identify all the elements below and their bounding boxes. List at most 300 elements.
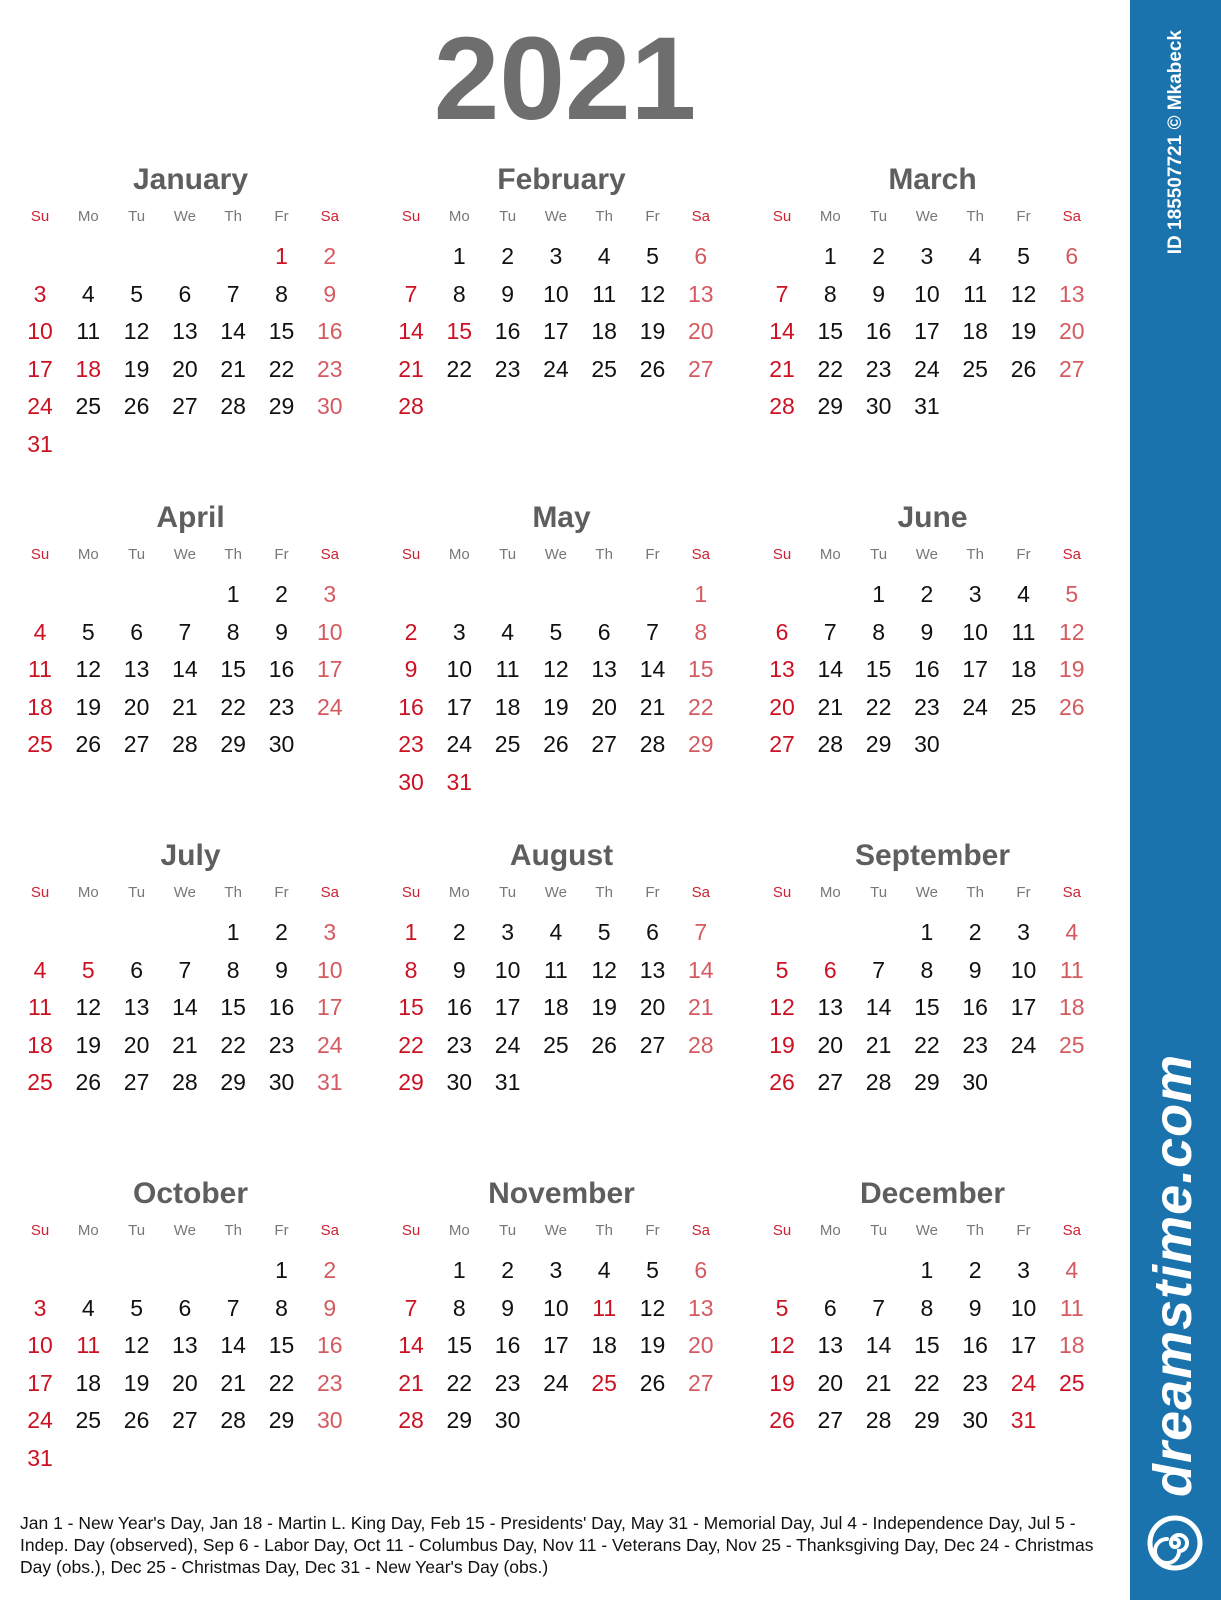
day-cell: 8 bbox=[452, 1294, 466, 1321]
day-cell: 12 bbox=[75, 994, 102, 1021]
day-cell: 24 bbox=[543, 355, 569, 382]
day-cell: 13 bbox=[688, 280, 714, 307]
weekday-label: Tu bbox=[128, 884, 146, 901]
month-name: January bbox=[132, 163, 249, 196]
day-cell: 14 bbox=[865, 1332, 892, 1359]
day-cell: 23 bbox=[914, 693, 940, 720]
day-cell: 27 bbox=[123, 1069, 150, 1096]
day-cell: 18 bbox=[494, 693, 521, 720]
day-cell: 15 bbox=[398, 994, 424, 1021]
day-cell: 10 bbox=[446, 656, 473, 683]
day-cell: 5 bbox=[130, 1294, 143, 1321]
day-cell: 29 bbox=[914, 1407, 940, 1434]
day-cell: 13 bbox=[123, 994, 150, 1021]
day-cell: 25 bbox=[27, 731, 53, 758]
day-cell: 7 bbox=[226, 280, 240, 307]
day-cell: 28 bbox=[398, 393, 424, 420]
weekday-label: Fr bbox=[1016, 546, 1031, 563]
day-cell: 11 bbox=[76, 1332, 101, 1359]
day-cell: 29 bbox=[268, 1407, 295, 1434]
day-cell: 7 bbox=[226, 1294, 240, 1321]
day-cell: 3 bbox=[323, 919, 337, 945]
day-cell: 2 bbox=[323, 243, 337, 269]
day-cell: 6 bbox=[646, 919, 659, 945]
day-cell: 20 bbox=[817, 1369, 844, 1396]
day-cell: 7 bbox=[872, 1294, 885, 1321]
day-cell: 5 bbox=[1017, 243, 1030, 269]
weekday-label: Su bbox=[30, 884, 50, 901]
weekday-label: Th bbox=[224, 546, 242, 563]
day-cell: 6 bbox=[178, 280, 192, 307]
day-cell: 3 bbox=[920, 243, 934, 269]
day-cell: 2 bbox=[452, 919, 466, 945]
weekday-label: Sa bbox=[1062, 546, 1081, 563]
day-cell: 11 bbox=[592, 1294, 617, 1321]
day-cell: 18 bbox=[27, 1031, 53, 1058]
holiday-list: Jan 1 - New Year's Day, Jan 18 - Martin L. King Day, Feb 15 - Presidents' Day, May 31 - Memorial Day, Jul 4 - Independence Day, Jul 5 - Indep. Day (observed), Sep 6 - Labor Day, Oct 11 - Columbus Day, Nov 11 - Veterans Day, Nov 25 - Thanksgiving Day, Dec 24 - Christmas Day (obs.), Dec 25 - Christmas Day, Dec 31 - New Year's Day (obs.) bbox=[20, 1513, 1094, 1577]
day-cell: 26 bbox=[1010, 355, 1037, 382]
weekday-label: We bbox=[915, 1222, 938, 1239]
day-cell: 1 bbox=[275, 1257, 288, 1283]
day-cell: 19 bbox=[543, 693, 569, 720]
day-cell: 28 bbox=[172, 731, 198, 758]
day-cell: 16 bbox=[317, 318, 343, 345]
weekday-label: Th bbox=[966, 884, 984, 901]
day-cell: 2 bbox=[501, 1257, 514, 1283]
day-cell: 4 bbox=[81, 1294, 95, 1321]
weekday-label: Sa bbox=[1062, 1222, 1081, 1239]
day-cell: 7 bbox=[872, 956, 885, 983]
day-cell: 13 bbox=[817, 994, 844, 1021]
weekday-label: Su bbox=[30, 546, 50, 563]
day-cell: 30 bbox=[494, 1407, 521, 1434]
weekday-label: Th bbox=[224, 208, 242, 225]
day-cell: 12 bbox=[75, 656, 102, 683]
weekday-label: Tu bbox=[499, 546, 517, 563]
day-cell: 26 bbox=[591, 1031, 617, 1058]
day-cell: 25 bbox=[75, 393, 102, 420]
day-cell: 12 bbox=[123, 318, 150, 345]
month-name: December bbox=[859, 1177, 1006, 1210]
day-cell: 8 bbox=[694, 618, 708, 645]
day-cell: 5 bbox=[597, 919, 611, 945]
weekday-label: Mo bbox=[77, 884, 99, 901]
day-cell: 10 bbox=[27, 318, 53, 345]
day-cell: 29 bbox=[446, 1407, 473, 1434]
day-cell: 26 bbox=[769, 1069, 795, 1096]
day-cell: 3 bbox=[33, 1294, 47, 1321]
day-cell: 5 bbox=[130, 280, 143, 307]
day-cell: 9 bbox=[872, 280, 885, 307]
day-cell: 12 bbox=[123, 1332, 150, 1359]
day-cell: 8 bbox=[404, 956, 418, 983]
image-id-text: ID 185507721 © Mkabeck bbox=[1165, 30, 1186, 255]
day-cell: 28 bbox=[865, 1069, 892, 1096]
day-cell: 8 bbox=[226, 618, 240, 645]
weekday-label: Tu bbox=[870, 546, 888, 563]
day-cell: 31 bbox=[914, 393, 940, 420]
day-cell: 17 bbox=[27, 1369, 53, 1396]
weekday-label: We bbox=[544, 546, 567, 563]
day-cell: 28 bbox=[769, 393, 795, 420]
weekday-label: Mo bbox=[819, 208, 841, 225]
day-cell: 21 bbox=[688, 994, 714, 1021]
weekday-label: Mo bbox=[77, 1222, 99, 1239]
day-cell: 21 bbox=[220, 355, 246, 382]
day-cell: 21 bbox=[398, 1369, 424, 1396]
day-cell: 20 bbox=[639, 994, 666, 1021]
day-cell: 31 bbox=[446, 769, 473, 795]
weekday-label: Tu bbox=[870, 884, 888, 901]
weekday-label: Th bbox=[595, 208, 613, 225]
day-cell: 2 bbox=[920, 581, 934, 607]
day-cell: 9 bbox=[275, 618, 288, 645]
day-cell: 11 bbox=[592, 280, 617, 307]
day-cell: 28 bbox=[172, 1069, 198, 1096]
day-cell: 2 bbox=[404, 618, 418, 645]
day-cell: 22 bbox=[268, 1369, 295, 1396]
weekday-label: We bbox=[173, 546, 196, 563]
day-cell: 10 bbox=[1010, 956, 1037, 983]
day-cell: 15 bbox=[914, 1332, 940, 1359]
day-cell: 17 bbox=[962, 656, 988, 683]
day-cell: 1 bbox=[694, 581, 708, 607]
day-cell: 22 bbox=[688, 693, 714, 720]
day-cell: 12 bbox=[1010, 280, 1037, 307]
day-cell: 30 bbox=[268, 731, 295, 758]
day-cell: 12 bbox=[639, 1294, 666, 1321]
brand-text: dreamstime.com bbox=[1143, 1053, 1203, 1497]
day-cell: 26 bbox=[1059, 693, 1085, 720]
day-cell: 22 bbox=[220, 693, 246, 720]
day-cell: 21 bbox=[817, 693, 844, 720]
day-cell: 24 bbox=[962, 693, 988, 720]
weekday-label: Mo bbox=[819, 884, 841, 901]
day-cell: 21 bbox=[865, 1031, 892, 1058]
day-cell: 16 bbox=[962, 994, 988, 1021]
day-cell: 2 bbox=[872, 243, 885, 269]
day-cell: 29 bbox=[817, 393, 844, 420]
day-cell: 13 bbox=[769, 656, 795, 683]
day-cell: 25 bbox=[75, 1407, 102, 1434]
day-cell: 1 bbox=[404, 919, 418, 945]
day-cell: 8 bbox=[226, 956, 240, 983]
day-cell: 12 bbox=[769, 1332, 795, 1359]
day-cell: 3 bbox=[549, 243, 563, 269]
day-cell: 16 bbox=[446, 994, 473, 1021]
day-cell: 22 bbox=[398, 1031, 424, 1058]
weekday-label: Mo bbox=[819, 546, 841, 563]
day-cell: 16 bbox=[317, 1332, 343, 1359]
weekday-label: Th bbox=[224, 1222, 242, 1239]
day-cell: 19 bbox=[591, 994, 617, 1021]
day-cell: 27 bbox=[817, 1069, 844, 1096]
month-name: March bbox=[888, 163, 977, 196]
day-cell: 27 bbox=[172, 393, 198, 420]
day-cell: 28 bbox=[817, 731, 844, 758]
day-cell: 16 bbox=[398, 693, 424, 720]
day-cell: 31 bbox=[494, 1069, 521, 1096]
day-cell: 17 bbox=[494, 994, 521, 1021]
month-name: July bbox=[160, 839, 221, 872]
day-cell: 5 bbox=[81, 618, 95, 645]
day-cell: 4 bbox=[597, 243, 611, 269]
weekday-label: Fr bbox=[1016, 884, 1031, 901]
day-cell: 6 bbox=[130, 956, 143, 983]
day-cell: 27 bbox=[688, 1369, 714, 1396]
weekday-label: Th bbox=[595, 884, 613, 901]
day-cell: 4 bbox=[1017, 581, 1030, 607]
day-cell: 3 bbox=[452, 618, 466, 645]
weekday-label: Fr bbox=[1016, 1222, 1031, 1239]
day-cell: 31 bbox=[27, 431, 53, 457]
day-cell: 13 bbox=[688, 1294, 714, 1321]
day-cell: 1 bbox=[920, 1257, 934, 1283]
weekday-label: Fr bbox=[645, 1222, 660, 1239]
weekday-label: Su bbox=[772, 208, 792, 225]
day-cell: 23 bbox=[317, 1369, 343, 1396]
day-cell: 7 bbox=[775, 280, 789, 307]
day-cell: 10 bbox=[317, 956, 343, 983]
day-cell: 6 bbox=[823, 1294, 837, 1321]
day-cell: 24 bbox=[914, 355, 940, 382]
day-cell: 29 bbox=[865, 731, 892, 758]
day-cell: 23 bbox=[268, 693, 295, 720]
day-cell: 18 bbox=[543, 994, 569, 1021]
day-cell: 9 bbox=[968, 1294, 982, 1321]
day-cell: 6 bbox=[775, 618, 789, 645]
day-cell: 28 bbox=[220, 393, 246, 420]
day-cell: 15 bbox=[268, 318, 295, 345]
day-cell: 24 bbox=[1010, 1369, 1037, 1396]
day-cell: 19 bbox=[769, 1369, 795, 1396]
day-cell: 4 bbox=[33, 956, 47, 983]
day-cell: 5 bbox=[549, 618, 563, 645]
weekday-label: We bbox=[173, 884, 196, 901]
day-cell: 12 bbox=[639, 280, 666, 307]
day-cell: 14 bbox=[220, 318, 246, 345]
day-cell: 13 bbox=[817, 1332, 844, 1359]
day-cell: 20 bbox=[1059, 318, 1085, 345]
day-cell: 21 bbox=[865, 1369, 892, 1396]
day-cell: 18 bbox=[591, 1332, 617, 1359]
weekday-label: We bbox=[915, 546, 938, 563]
day-cell: 20 bbox=[172, 1369, 198, 1396]
day-cell: 13 bbox=[1059, 280, 1085, 307]
day-cell: 17 bbox=[1010, 994, 1037, 1021]
weekday-label: Tu bbox=[499, 208, 517, 225]
day-cell: 4 bbox=[597, 1257, 611, 1283]
day-cell: 10 bbox=[543, 280, 569, 307]
day-cell: 10 bbox=[543, 1294, 569, 1321]
weekday-label: Sa bbox=[320, 884, 339, 901]
day-cell: 24 bbox=[494, 1031, 521, 1058]
watermark-sidebar bbox=[1130, 0, 1221, 1600]
day-cell: 16 bbox=[914, 656, 940, 683]
weekday-label: Th bbox=[595, 1222, 613, 1239]
day-cell: 9 bbox=[323, 280, 337, 307]
weekday-label: Fr bbox=[645, 208, 660, 225]
day-cell: 7 bbox=[823, 618, 837, 645]
day-cell: 20 bbox=[123, 693, 150, 720]
day-cell: 11 bbox=[1059, 1294, 1084, 1321]
day-cell: 31 bbox=[317, 1069, 343, 1096]
day-cell: 22 bbox=[865, 693, 892, 720]
day-cell: 8 bbox=[452, 280, 466, 307]
weekday-label: Sa bbox=[320, 1222, 339, 1239]
day-cell: 26 bbox=[123, 393, 150, 420]
day-cell: 14 bbox=[865, 994, 892, 1021]
day-cell: 14 bbox=[398, 1332, 424, 1359]
day-cell: 1 bbox=[452, 243, 466, 269]
day-cell: 20 bbox=[591, 693, 617, 720]
weekday-label: Su bbox=[772, 1222, 792, 1239]
weekday-label: Sa bbox=[691, 884, 710, 901]
day-cell: 7 bbox=[646, 618, 659, 645]
day-cell: 1 bbox=[226, 919, 240, 945]
weekday-label: Mo bbox=[448, 546, 470, 563]
month-name: September bbox=[854, 839, 1011, 872]
month-name: November bbox=[488, 1177, 635, 1210]
weekday-label: Th bbox=[595, 546, 613, 563]
day-cell: 24 bbox=[1010, 1031, 1037, 1058]
day-cell: 22 bbox=[817, 355, 844, 382]
day-cell: 9 bbox=[323, 1294, 337, 1321]
day-cell: 3 bbox=[1017, 919, 1030, 945]
weekday-label: Tu bbox=[870, 208, 888, 225]
day-cell: 18 bbox=[1059, 1332, 1085, 1359]
day-cell: 4 bbox=[81, 280, 95, 307]
day-cell: 4 bbox=[549, 919, 563, 945]
day-cell: 25 bbox=[1010, 693, 1037, 720]
day-cell: 19 bbox=[769, 1031, 795, 1058]
day-cell: 1 bbox=[872, 581, 885, 607]
day-cell: 8 bbox=[275, 280, 288, 307]
weekday-label: Su bbox=[401, 1222, 421, 1239]
day-cell: 6 bbox=[130, 618, 143, 645]
day-cell: 27 bbox=[769, 731, 795, 758]
day-cell: 26 bbox=[543, 731, 569, 758]
day-cell: 7 bbox=[694, 919, 708, 945]
day-cell: 21 bbox=[398, 355, 424, 382]
day-cell: 9 bbox=[452, 956, 466, 983]
day-cell: 26 bbox=[769, 1407, 795, 1434]
day-cell: 17 bbox=[543, 318, 569, 345]
day-cell: 19 bbox=[1010, 318, 1037, 345]
weekday-label: Tu bbox=[870, 1222, 888, 1239]
day-cell: 6 bbox=[597, 618, 611, 645]
day-cell: 30 bbox=[962, 1069, 988, 1096]
day-cell: 12 bbox=[591, 956, 617, 983]
day-cell: 19 bbox=[75, 693, 102, 720]
day-cell: 9 bbox=[404, 656, 418, 683]
day-cell: 17 bbox=[317, 994, 343, 1021]
day-cell: 3 bbox=[968, 581, 982, 607]
day-cell: 25 bbox=[591, 355, 617, 382]
day-cell: 4 bbox=[501, 618, 514, 645]
weekday-label: Su bbox=[401, 546, 421, 563]
month-name: May bbox=[532, 501, 591, 534]
day-cell: 24 bbox=[317, 1031, 343, 1058]
spiral-logo-icon bbox=[1147, 1515, 1203, 1571]
weekday-label: Fr bbox=[274, 546, 289, 563]
weekday-label: Sa bbox=[320, 208, 339, 225]
day-cell: 18 bbox=[75, 1369, 102, 1396]
day-cell: 29 bbox=[220, 731, 246, 758]
day-cell: 10 bbox=[317, 618, 343, 645]
weekday-label: We bbox=[544, 1222, 567, 1239]
day-cell: 9 bbox=[275, 956, 288, 983]
day-cell: 11 bbox=[76, 318, 101, 345]
weekday-label: Fr bbox=[1016, 208, 1031, 225]
weekday-label: We bbox=[173, 208, 196, 225]
weekday-label: Tu bbox=[499, 884, 517, 901]
day-cell: 27 bbox=[172, 1407, 198, 1434]
day-cell: 25 bbox=[1059, 1369, 1085, 1396]
day-cell: 23 bbox=[446, 1031, 473, 1058]
weekday-label: We bbox=[915, 884, 938, 901]
day-cell: 6 bbox=[694, 243, 708, 269]
day-cell: 24 bbox=[446, 731, 473, 758]
day-cell: 8 bbox=[920, 1294, 934, 1321]
day-cell: 2 bbox=[323, 1257, 337, 1283]
day-cell: 17 bbox=[27, 355, 53, 382]
day-cell: 2 bbox=[275, 581, 288, 607]
day-cell: 2 bbox=[501, 243, 514, 269]
day-cell: 25 bbox=[27, 1069, 53, 1096]
day-cell: 9 bbox=[501, 280, 514, 307]
day-cell: 3 bbox=[501, 919, 514, 945]
day-cell: 5 bbox=[775, 1294, 789, 1321]
day-cell: 23 bbox=[962, 1031, 988, 1058]
day-cell: 17 bbox=[543, 1332, 569, 1359]
day-cell: 27 bbox=[1059, 355, 1085, 382]
day-cell: 11 bbox=[543, 956, 568, 983]
day-cell: 20 bbox=[172, 355, 198, 382]
month-name: August bbox=[509, 839, 614, 872]
day-cell: 11 bbox=[1059, 956, 1084, 983]
day-cell: 6 bbox=[694, 1257, 708, 1283]
day-cell: 13 bbox=[591, 656, 617, 683]
day-cell: 13 bbox=[123, 656, 150, 683]
month-name: April bbox=[156, 501, 225, 534]
day-cell: 19 bbox=[639, 1332, 666, 1359]
day-cell: 11 bbox=[963, 280, 988, 307]
day-cell: 31 bbox=[27, 1445, 53, 1471]
day-cell: 15 bbox=[446, 318, 473, 345]
day-cell: 29 bbox=[914, 1069, 940, 1096]
weekday-label: Su bbox=[772, 546, 792, 563]
day-cell: 8 bbox=[872, 618, 885, 645]
day-cell: 9 bbox=[501, 1294, 514, 1321]
day-cell: 24 bbox=[317, 693, 343, 720]
day-cell: 20 bbox=[688, 1332, 714, 1359]
day-cell: 30 bbox=[268, 1069, 295, 1096]
day-cell: 28 bbox=[398, 1407, 424, 1434]
day-cell: 9 bbox=[920, 618, 934, 645]
day-cell: 21 bbox=[220, 1369, 246, 1396]
day-cell: 24 bbox=[27, 393, 53, 420]
day-cell: 1 bbox=[226, 581, 240, 607]
day-cell: 17 bbox=[446, 693, 473, 720]
day-cell: 7 bbox=[178, 956, 192, 983]
day-cell: 12 bbox=[1059, 618, 1085, 645]
month-name: June bbox=[897, 501, 968, 534]
day-cell: 23 bbox=[317, 355, 343, 382]
day-cell: 18 bbox=[75, 355, 102, 382]
day-cell: 11 bbox=[495, 656, 520, 683]
day-cell: 25 bbox=[591, 1369, 617, 1396]
